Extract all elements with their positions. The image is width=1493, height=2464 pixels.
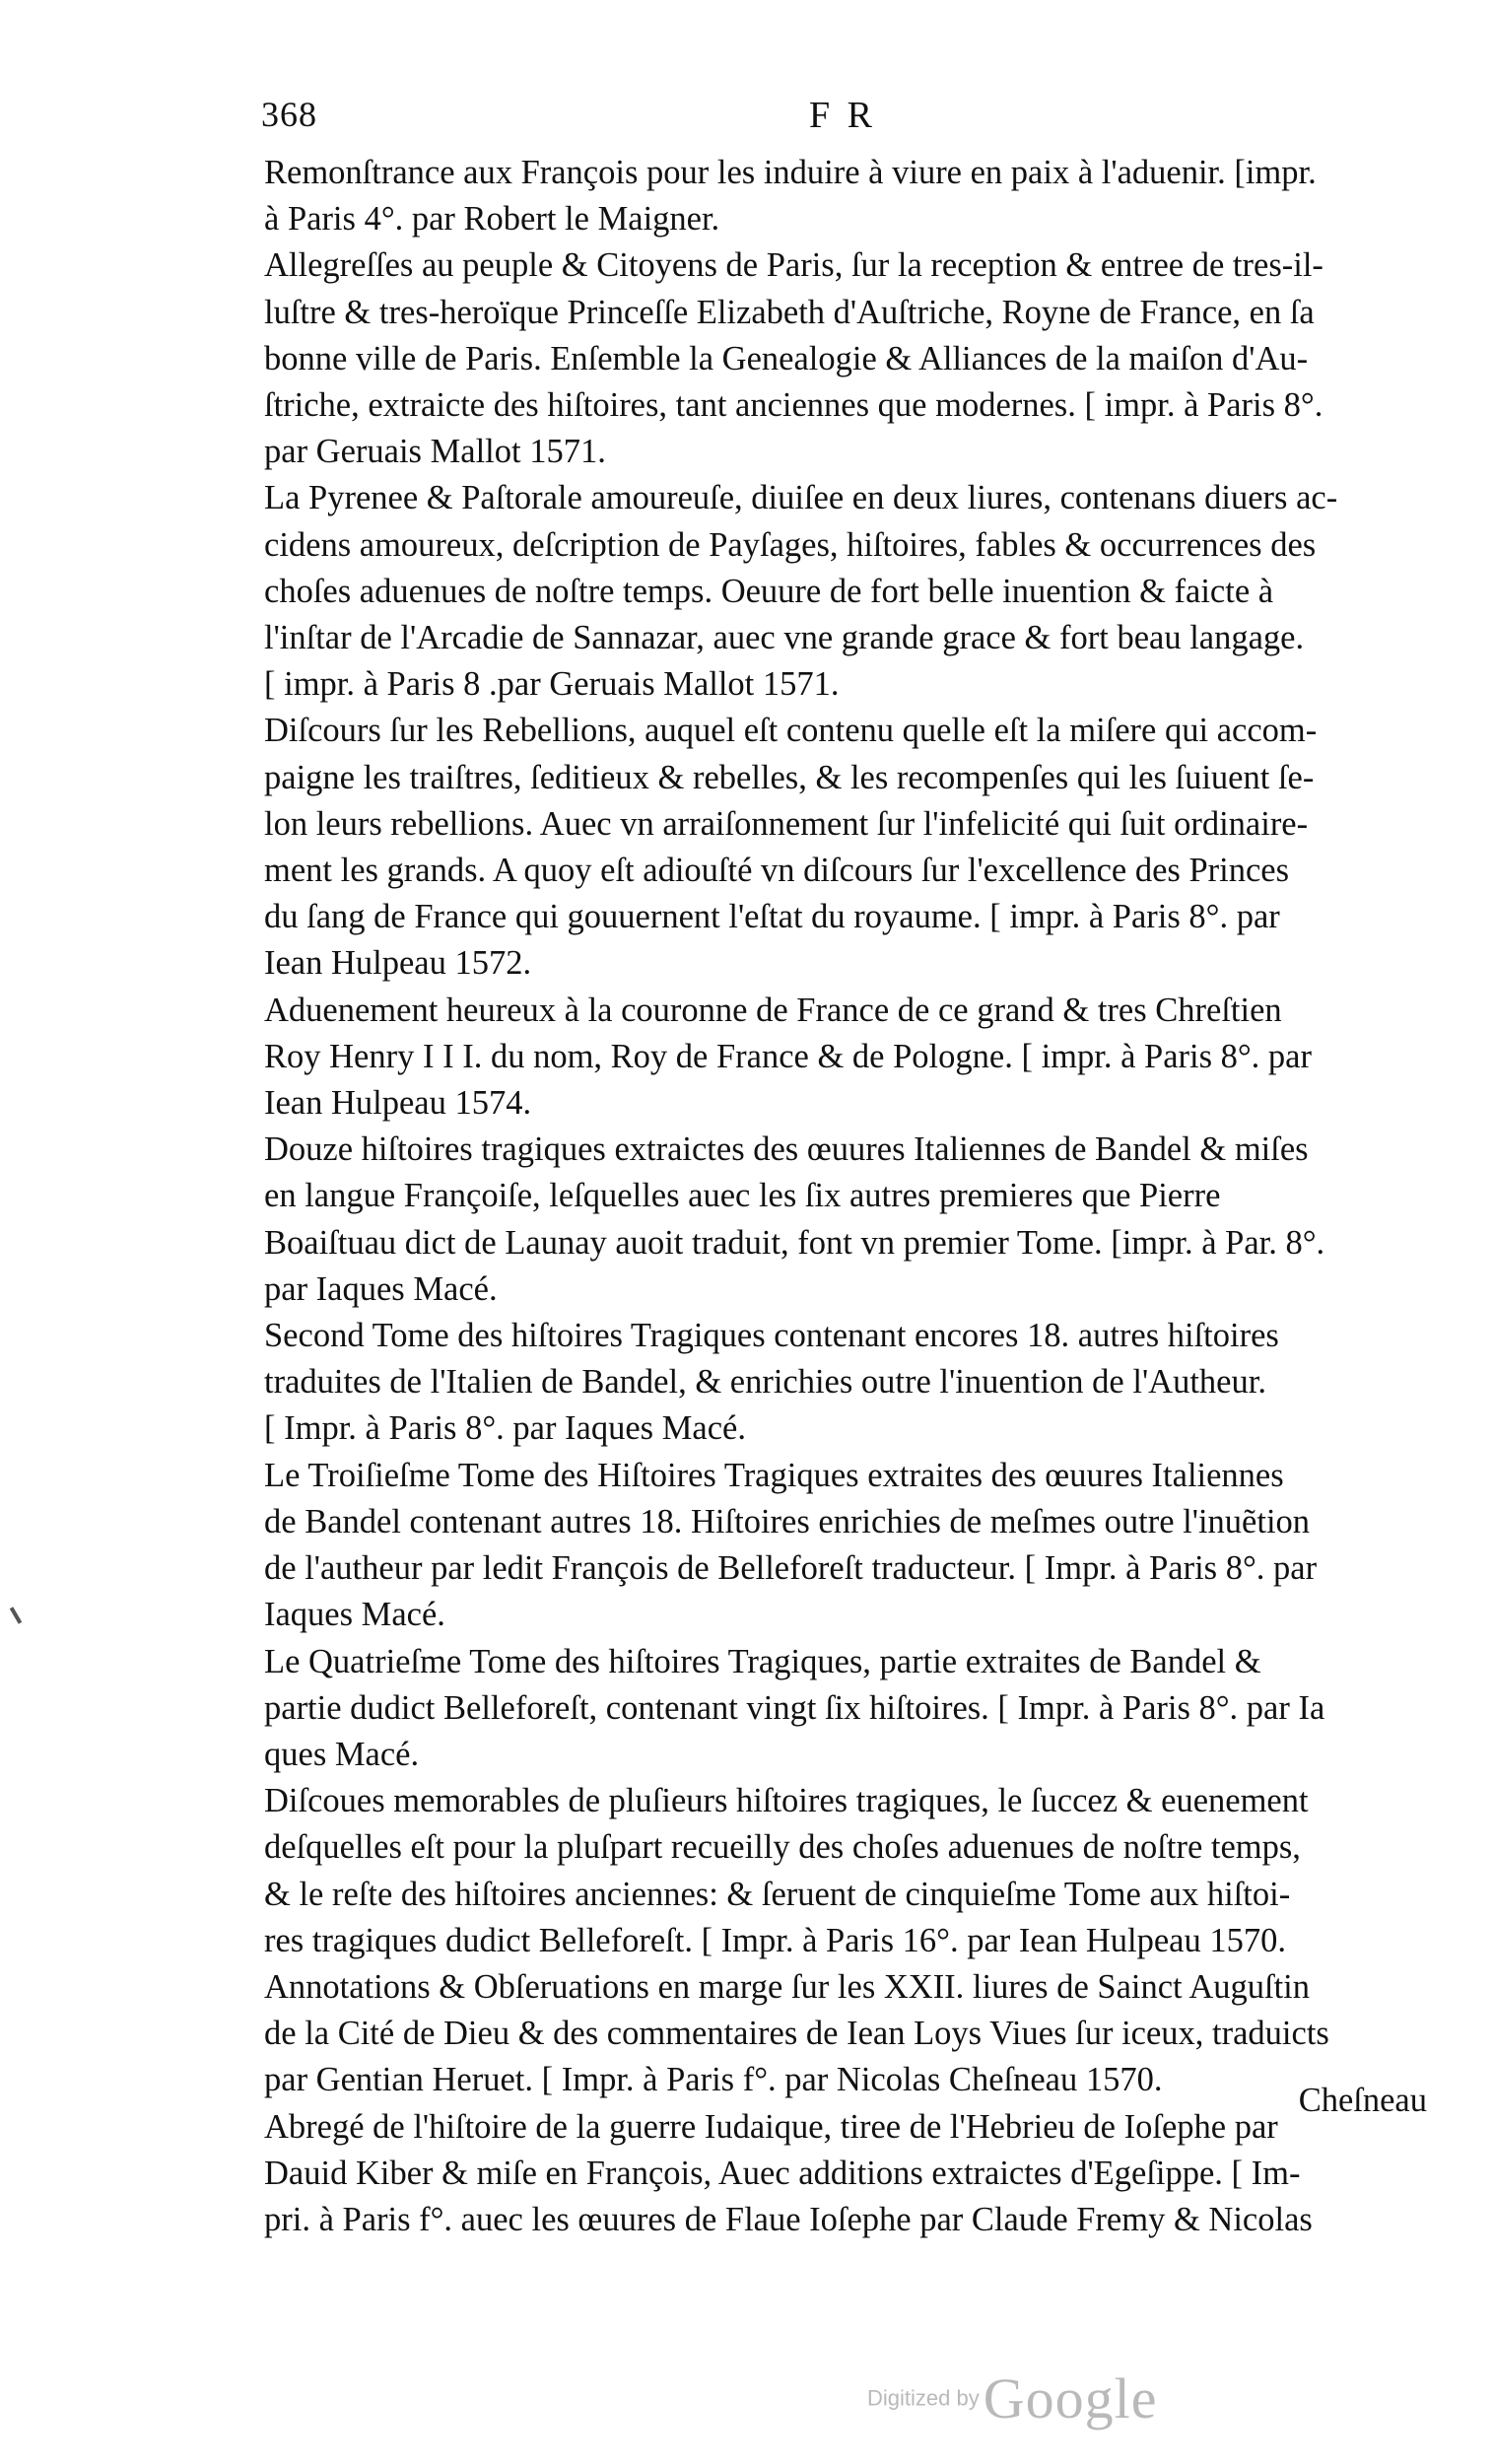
entry-line: Dauid Kiber & miſe en François, Auec additions extraictes d'Egeſippe. [ Im- bbox=[264, 2154, 1301, 2192]
entry-line: [ Impr. à Paris 8°. par Iaques Macé. bbox=[264, 1409, 746, 1448]
entry-line: Douze hiſtoires tragiques extraictes des œuures Italiennes de Bandel & miſes bbox=[264, 1130, 1309, 1169]
entry-line: ques Macé. bbox=[264, 1735, 420, 1773]
entry-abrege bbox=[264, 2104, 1427, 2244]
entry-line: ſtriche, extraicte des hiſtoires, tant anciennes que modernes. [ impr. à Paris 8°. bbox=[264, 386, 1323, 425]
running-head-title: F R bbox=[809, 95, 876, 136]
entry-line: Allegreſſes au peuple & Citoyens de Paris, ſur la reception & entree de tres-il- bbox=[264, 246, 1323, 285]
entry-line: choſes aduenues de noſtre temps. Oeuure de fort belle inuention & faicte à bbox=[264, 572, 1274, 610]
entry-line: Le Quatrieſme Tome des hiſtoires Tragiques, partie extraites de Bandel & bbox=[264, 1642, 1261, 1680]
entry-line: Second Tome des hiſtoires Tragiques contenant encores 18. autres hiſtoires bbox=[264, 1317, 1279, 1355]
entry-line: du ſang de France qui gouuernent l'eſtat du royaume. [ impr. à Paris 8°. par bbox=[264, 898, 1280, 936]
entry-line: par Gentian Heruet. [ Impr. à Paris f°. par Nicolas Cheſneau 1570. bbox=[264, 2061, 1163, 2099]
entry-line: Remonſtrance aux François pour les induire à viure en paix à l'aduenir. [impr. bbox=[264, 154, 1317, 191]
entry-line: bonne ville de Paris. Enſemble la Genealogie & Alliances de la maiſon d'Au- bbox=[264, 339, 1309, 377]
entry-line: Iaques Macé. bbox=[264, 1596, 445, 1634]
catchword: Cheſneau bbox=[1298, 2082, 1427, 2119]
entry-line: deſquelles eſt pour la pluſpart recueilly des choſes aduenues de noſtre temps, bbox=[264, 1828, 1301, 1867]
google-watermark bbox=[867, 2365, 1157, 2434]
entry-line: Boaiſtuau dict de Launay auoit traduit, font vn premier Tome. [impr. à Par. 8°. bbox=[264, 1223, 1325, 1262]
entry-line: luſtre & tres-heroïque Princeſſe Elizabeth d'Auſtriche, Royne de France, en ſa bbox=[264, 293, 1315, 331]
entry-allegresses bbox=[264, 242, 1427, 475]
entry-line: [ impr. à Paris 8 .par Geruais Mallot 1571. bbox=[264, 665, 840, 704]
entry-line: La Pyrenee & Paſtorale amoureuſe, diuiſee en deux liures, contenans diuers ac- bbox=[264, 479, 1338, 517]
entry-line: Le Troiſieſme Tome des Hiſtoires Tragiques extraites des œuures Italiennes bbox=[264, 1456, 1284, 1494]
entry-line: cidens amoureux, deſcription de Payſages, hiſtoires, fables & occurrences des bbox=[264, 525, 1317, 564]
entry-line: Aduenement heureux à la couronne de France de ce grand & tres Chreſtien bbox=[264, 991, 1282, 1029]
entry-discours-memorables bbox=[264, 1778, 1427, 1964]
entry-line: ment les grands. A quoy eſt adiouſté vn diſcours ſur l'excellence des Princes bbox=[264, 852, 1290, 890]
entry-line: Abregé de l'hiſtoire de la guerre Iudaique, tiree de l'Hebrieu de Ioſephe par bbox=[264, 2107, 1278, 2146]
entry-line: & le reſte des hiſtoires anciennes: & ſeruent de cinquieſme Tome aux hiſtoi- bbox=[264, 1875, 1291, 1913]
bibliography-entries bbox=[264, 150, 1427, 2243]
entry-line: en langue Françoiſe, leſquelles auec les ſix autres premieres que Pierre bbox=[264, 1177, 1221, 1215]
entry-line: Diſcoues memorables de pluſieurs hiſtoires tragiques, le ſuccez & euenement bbox=[264, 1782, 1309, 1820]
entry-douze-histoires bbox=[264, 1127, 1427, 1313]
entry-line: à Paris 4°. par Robert le Maigner. bbox=[264, 200, 720, 239]
entry-line: traduites de l'Italien de Bandel, & enrichies outre l'inuention de l'Autheur. bbox=[264, 1363, 1266, 1402]
entry-line: Annotations & Obſeruations en marge ſur les XXII. liures de Sainct Auguſtin bbox=[264, 1967, 1311, 2006]
entry-second-tome bbox=[264, 1313, 1427, 1453]
entry-aduenement bbox=[264, 988, 1427, 1128]
entry-line: Iean Hulpeau 1572. bbox=[264, 944, 532, 983]
margin-ink-mark bbox=[10, 1607, 22, 1624]
entry-line: par Geruais Mallot 1571. bbox=[264, 433, 606, 471]
page-number: 368 bbox=[261, 95, 317, 134]
running-head bbox=[261, 94, 1424, 153]
entry-line: pri. à Paris f°. auec les œuures de Flaue Ioſephe par Claude Fremy & Nicolas bbox=[264, 2200, 1313, 2238]
entry-line: de Bandel contenant autres 18. Hiſtoires enrichies de meſmes outre l'inuẽtion bbox=[264, 1502, 1311, 1540]
entry-troisiesme-tome bbox=[264, 1453, 1427, 1639]
entry-line: de la Cité de Dieu & des commentaires de Iean Loys Viues ſur iceux, traduicts bbox=[264, 2015, 1329, 2053]
entry-line: de l'autheur par ledit François de Belleforeſt traducteur. [ Impr. à Paris 8°. par bbox=[264, 1549, 1318, 1588]
entry-discours-rebellions bbox=[264, 708, 1427, 987]
entry-remonstrance bbox=[264, 150, 1427, 242]
entry-line: l'inſtar de l'Arcadie de Sannazar, auec vne grande grace & fort beau langage. bbox=[264, 619, 1305, 657]
entry-line: Roy Henry I I I. du nom, Roy de France & de Pologne. [ impr. à Paris 8°. par bbox=[264, 1037, 1312, 1075]
entry-pyrenee bbox=[264, 475, 1427, 708]
entry-quatriesme-tome bbox=[264, 1639, 1427, 1779]
entry-line: partie dudict Belleforeſt, contenant vingt ſix hiſtoires. [ Impr. à Paris 8°. par Ia bbox=[264, 1688, 1325, 1727]
entry-line: Diſcours ſur les Rebellions, auquel eſt contenu quelle eſt la miſere qui accom- bbox=[264, 712, 1318, 750]
entry-line: paigne les traiſtres, ſeditieux & rebelles, & les recompenſes qui les ſuiuent ſe- bbox=[264, 758, 1315, 796]
entry-line: lon leurs rebellions. Auec vn arraiſonnement ſur l'infelicité qui ſuit ordinaire- bbox=[264, 804, 1309, 843]
entry-line: par Iaques Macé. bbox=[264, 1269, 498, 1308]
watermark-prefix: Digitized by bbox=[867, 2385, 980, 2411]
entry-line: res tragiques dudict Belleforeſt. [ Impr. à Paris 16°. par Iean Hulpeau 1570. bbox=[264, 1921, 1286, 1959]
entry-line: Iean Hulpeau 1574. bbox=[264, 1084, 532, 1123]
google-logo-text: Google bbox=[983, 2366, 1158, 2430]
